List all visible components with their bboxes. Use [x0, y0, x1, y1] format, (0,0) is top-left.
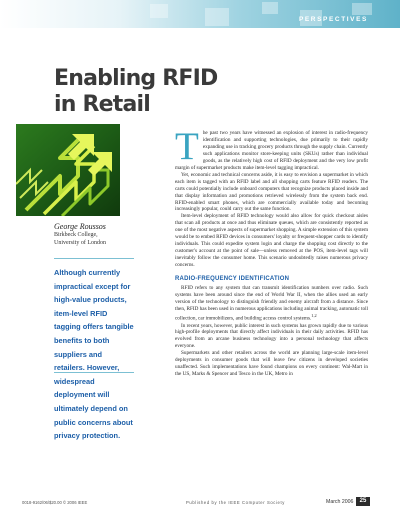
body-column [175, 125, 368, 378]
body-paragraph-text: he past two years have witnessed an explosion of interest in radio-frequency identification and supporting technologies, due primarily to their rapidly expanding use in tracking grocery products through the supply chain. Currently such applications monitor store-keeping units (SKUs) rather than individual goods, as the relatively high cost of RFID deployment and the very low profit margin of supermarket products make item-level tagging impractical. [175, 130, 368, 171]
page-footer [22, 498, 378, 508]
author-affiliation-line-1: Birkbeck College, [54, 232, 98, 238]
footer-issn: 0018-9162/06/$20.00 © 2006 IEEE [22, 500, 88, 505]
body-paragraph: Supermarkets and other retailers across the world are planning large-scale item-level deployments in consumer goods that will leave few citizens in developed societies unaffected. Such implementations have found champions on every continent: Wal-Mart in the US, Marks & Spencer and Tesco in the UK, Metro in [175, 350, 368, 378]
divider-top [54, 258, 134, 259]
divider-bottom [54, 372, 134, 373]
title-line-1: Enabling RFID [54, 66, 218, 91]
title-line-2: in Retail [54, 92, 150, 117]
body-paragraph-text: RFID refers to any system that can transmit identification numbers over radio. Such systems have been around since the end of World War II, when the allies used an early version of the technology to distinguish friendly and enemy aircraft from a distance. Since then, RFID has been used in numerous applications including animal tracking, automatic toll collection, car immobilizers, and building access control systems. [175, 285, 368, 322]
body-paragraph: In recent years, however, public interest in such systems has grown rapidly due to various high-profile deployments that directly affect individuals in their daily activities. RFID has evolved from an arcane business technology into a personal technology that affects everyone. [175, 322, 368, 350]
body-paragraph: Item-level deployment of RFID technology would also allow for quick checkout aisles that scan all products at once and thus eliminate queues, which are consistently reported as one of the most negative aspects of supermarket shopping. A simple extension of this system would be to embed RFID devices in consumers' loyalty or frequent-shopper cards to identify individuals. This could expedite system login and charge the shopping cost directly to the customer's account at the point of sale—unless removed at the POS, item-level tags will inevitably follow the consumer home. This scenario undoubtedly raises numerous privacy concerns. [175, 213, 368, 269]
author-affiliation-line-2: University of London [54, 239, 106, 246]
section-heading: RADIO-FREQUENCY IDENTIFICATION [175, 276, 290, 283]
body-paragraph: Yet, economic and technical concerns aside, it is easy to envision a supermarket in which each item is tagged with an RFID label and all shopping carts feature RFID readers. The carts could potentially include onboard computers that recognize products placed inside and that display information and promotions retrieved wirelessly from the system back end. RFID-enabled smart phones, which are commercially available today and becoming increasingly popular, could carry out the same function. [175, 171, 368, 213]
page-number: 25 [356, 497, 370, 506]
citation: 1,2 [311, 312, 317, 318]
decorative-arrows-artwork [16, 124, 120, 216]
section-label: PERSPECTIVES [298, 16, 368, 23]
article-title [54, 66, 217, 118]
footer-date: March 2006 [326, 499, 354, 505]
author-name: George Roussos [54, 222, 106, 231]
pull-quote: Although currently impractical except for high-value products, item-level RFID tagging offers tangible benefits to both suppliers and retailers. However, widespread deployment will ultimately depend on public concerns about privacy protection. [54, 268, 134, 441]
footer-publisher: Published by the IEEE Computer Society [186, 500, 285, 505]
header-band [0, 0, 400, 28]
author-block [54, 222, 134, 247]
drop-cap: T [175, 125, 199, 168]
body-paragraph [175, 285, 368, 323]
body-paragraph [175, 125, 368, 172]
